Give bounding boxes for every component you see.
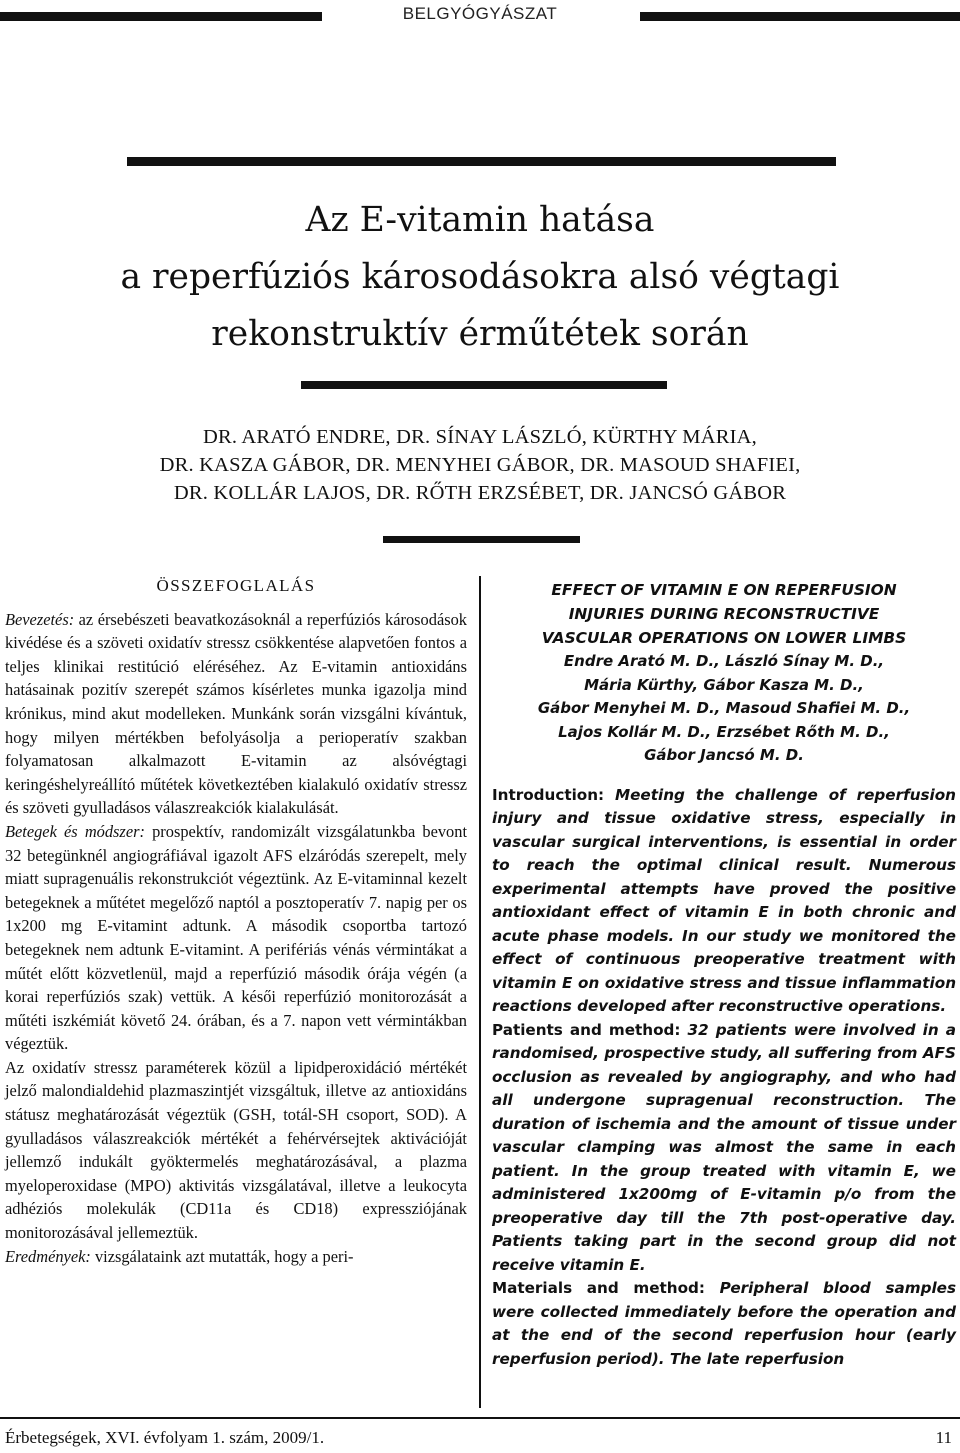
abstract-paragraph	[5, 820, 467, 1056]
abstract-hungarian	[5, 574, 467, 1268]
abstract-paragraph	[5, 1245, 467, 1269]
paragraph-label: Betegek és módszer:	[5, 821, 145, 841]
english-title-line: INJURIES DURING RECONSTRUCTIVE	[568, 605, 880, 623]
footer-rule	[0, 1417, 960, 1419]
english-author-line: Gábor Menyhei M. D., Masoud Shafiei M. D.,	[537, 699, 911, 718]
paragraph-label: Materials and method:	[492, 1279, 705, 1298]
author-line: DR. KOLLÁR LAJOS, DR. RŐTH ERZSÉBET, DR. JANCSÓ GÁBOR	[173, 482, 787, 504]
paragraph-text: Meeting the challenge of reperfusion injury and tissue oxidative stress, especially in vascular surgical interventions, is essential in order to reach the optimal clinical result. Numerous experimental attempts have proved the positive antioxidant effect of vitamin E in both chronic and acute phase models. In our study we monitored the effect of continuous preoperative treatment with vitamin E on oxidative stress and tissue inflammation reactions developed after reconstructive operations.	[492, 785, 956, 1016]
paragraph-text: Peripheral blood samples were collected immediately before the operation and at the end of the second reperfusion hour (early reperfusion period). The late reperfusion	[492, 1279, 957, 1368]
abstract-heading: ÖSSZEFOGLALÁS	[156, 576, 316, 595]
paragraph-text: Az oxidatív stressz paraméterek közül a lipidperoxidáció mértékét jelző malondialdehid plazmaszintjét vizsgáltuk, illetve az antioxidáns státusz meghatározását végeztük (GSH, totál-SH csoport, SOD). A gyulladásos válaszreakciók mértékét a fehérvérsejtek aktivációját jellemző indukált gyöktermelés meghatározásával, a plazma myeloperoxidase (MPO) aktivitás vizsgálatával, illetve a leukocyta adhéziós molekulák (CD11a és CD18) expressziójának monitorozásával jellemeztük.	[5, 1057, 467, 1243]
author-line: DR. ARATÓ ENDRE, DR. SÍNAY LÁSZLÓ, KÜRTHY MÁRIA,	[203, 426, 757, 448]
authors-bottom-rule	[383, 536, 580, 543]
abstract-paragraph	[5, 608, 467, 820]
paragraph-label: Eredmények:	[5, 1246, 91, 1266]
english-paragraph	[492, 1277, 956, 1371]
journal-citation: Érbetegségek, XVI. évfolyam 1. szám, 2009/1.	[5, 1428, 325, 1447]
abstract-paragraph	[5, 1056, 467, 1245]
paragraph-text: vizsgálataink azt mutatták, hogy a peri-	[90, 1246, 354, 1266]
english-author-line: Endre Arató M. D., László Sínay M. D.,	[563, 652, 885, 670]
section-label: BELGYÓGYÁSZAT	[402, 4, 558, 23]
column-divider	[479, 576, 481, 1408]
header-rule-right	[640, 12, 960, 21]
paragraph-text: 32 patients were involved in a randomised, prospective study, all suffering from AFS occlusion as revealed by angiography, and who had all undergone supragenual reconstruction. The duration of ischemia and the amount of tissue under vascular clamping was almost the same in each patient. In the group treated with vitamin E, we administered 1x200mg of E-vitamin p/o from the preoperative day till the 7th post-operative day. Patients taking part in the second group did not receive vitamin E.	[492, 1020, 956, 1274]
title-top-rule	[127, 157, 836, 166]
english-paragraph	[492, 1019, 956, 1278]
article-title	[0, 192, 960, 363]
author-line: DR. KASZA GÁBOR, DR. MENYHEI GÁBOR, DR. MASOUD SHAFIEI,	[159, 454, 801, 476]
english-paragraph	[492, 784, 956, 1019]
english-authors	[492, 650, 956, 768]
title-line: Az E-vitamin hatása	[305, 200, 655, 240]
page-number: 11	[935, 1428, 952, 1447]
english-author-line: Lajos Kollár M. D., Erzsébet Rőth M. D.,	[558, 722, 890, 741]
english-title	[492, 578, 956, 650]
english-author-line: Mária Kürthy, Gábor Kasza M. D.,	[584, 675, 864, 694]
paragraph-text: az érsebészeti beavatkozásoknál a reperfúziós károsodások kivédése és a szöveti oxidatív stressz csökkentése alapvetően fontos a teljes klinikai restitúció eléréséhez. Az E-vitamin antioxidáns hatásainak pozitív szerepét számos kísérletes munka igazolja mind krónikus, mind akut modelleken. Munkánk során vizsgálni kívántuk, hogy milyen mértékben befolyásolja a perioperatív szakban folyamatosan alkalmazott E-vitamin az alsóvégtagi keringéshelyreállító műtétek következtében kialakuló oxidatív stressz és szöveti gyulladásos válaszreakciók kialakulását.	[5, 609, 467, 818]
english-author-line: Gábor Jancsó M. D.	[644, 746, 804, 765]
author-list	[0, 423, 960, 507]
english-title-line: VASCULAR OPERATIONS ON LOWER LIMBS	[541, 629, 907, 647]
english-title-line: EFFECT OF VITAMIN E ON REPERFUSION	[551, 581, 897, 599]
title-line: rekonstruktív érműtétek során	[211, 314, 749, 354]
paragraph-label: Bevezetés:	[5, 609, 75, 629]
paragraph-label: Introduction:	[492, 785, 605, 804]
title-line: a reperfúziós károsodásokra alsó végtagi	[120, 257, 840, 297]
paragraph-text: prospektív, randomizált vizsgálatunkba bevont 32 betegünknél angiográfiával igazolt AFS elzáródás szerepelt, mely miatt supragenuális rekonstrukciót végeztünk. Az E-vitaminnal kezelt betegeknek a műtétet megelőző naptól a posztoperatív 7. napig per os 1x200 mg E-vitamint adtunk. A második csoportba tartozó betegeknek nem adtunk E-vitamint. A perifériás vénás vérmintákat a műtét előtt közvetlenül, majd a reperfúzió második órája végén (a korai reperfúziós szak) vettük. A késői reperfúzió monitorozását a műtéti iszkémiát követő 24. órában, és a 7. napon vett vérmintákban végeztük.	[5, 821, 467, 1054]
title-bottom-rule	[301, 381, 667, 389]
paragraph-label: Patients and method:	[492, 1020, 681, 1039]
abstract-english	[492, 578, 956, 1371]
